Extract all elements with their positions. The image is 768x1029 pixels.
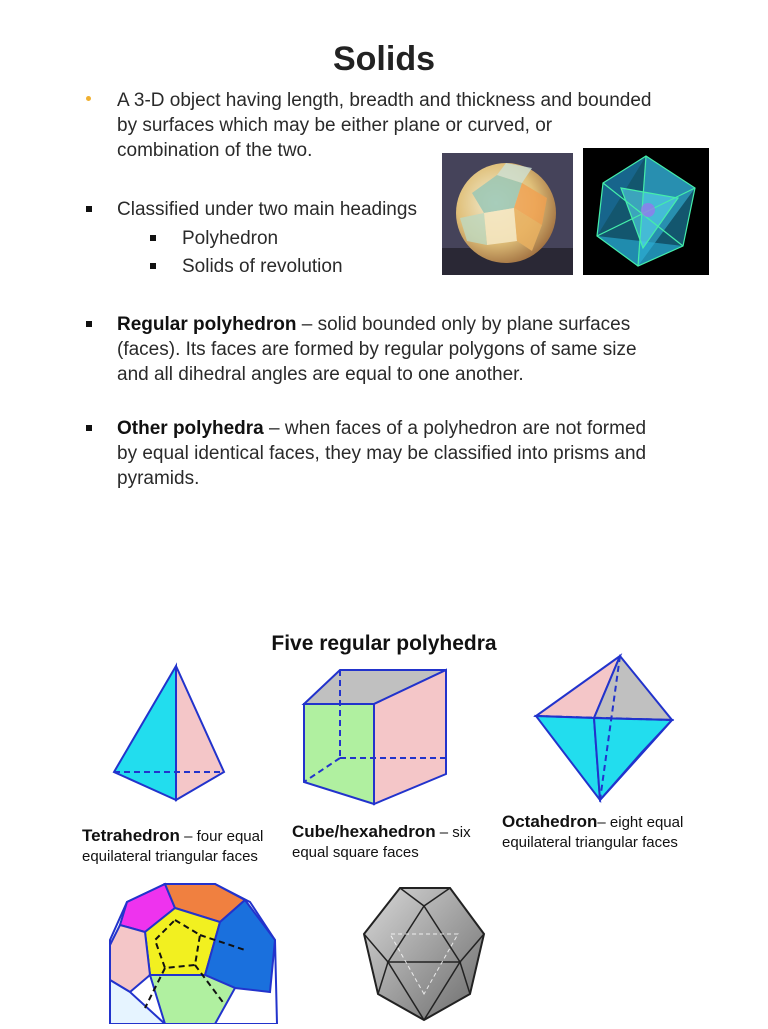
octahedron-caption-line-1 [502, 812, 732, 833]
octahedron-term: Octahedron [502, 812, 598, 831]
tetrahedron-caption [82, 826, 292, 867]
cube-term: Cube/hexahedron [292, 822, 436, 841]
tetrahedron-desc-2: equilateral triangular faces [82, 848, 258, 865]
tetrahedron-term: Tetrahedron [82, 826, 180, 845]
tetrahedron-desc-1: – four equal [179, 828, 264, 845]
bullet-3-line-2: (faces). Its faces are formed by regular polygons of same size [117, 339, 637, 360]
dodecahedron-figure [105, 880, 280, 1024]
cube-caption [292, 822, 492, 863]
sub-bullet-polyhedron: Polyhedron [182, 228, 279, 249]
bullet-marker [86, 425, 92, 431]
cube-desc-1: – six [435, 824, 471, 841]
bullet-3 [117, 312, 717, 387]
bullet-marker [86, 321, 92, 327]
bullet-3-line-1 [117, 312, 717, 337]
bullet-1-line-1: A 3-D object having length, breadth and thickness and bounded [117, 90, 652, 111]
sub-bullet-marker [150, 263, 156, 269]
cube-caption-line-1 [292, 822, 492, 843]
tetrahedron-figure [110, 662, 230, 804]
sub-bullet-solids-of-revolution: Solids of revolution [182, 256, 343, 277]
bullet-4-line-3: pyramids. [117, 468, 200, 489]
octahedron-desc-1: – eight equal [597, 814, 684, 831]
cube-desc-2: equal square faces [292, 844, 419, 861]
bullet-4-line-2: by equal identical faces, they may be classified into prisms and [117, 443, 647, 464]
tetrahedron-caption-line-1 [82, 826, 292, 847]
icosahedron-figure [360, 884, 488, 1022]
section-title: Five regular polyhedra [271, 632, 497, 655]
bullet-3-line-3: and all dihedral angles are equal to one another. [117, 364, 524, 385]
bullet-4 [117, 416, 717, 491]
term-other-polyhedra: Other polyhedra [117, 418, 264, 439]
octahedron-caption [502, 812, 732, 853]
bullet-3-line-1-text: – solid bounded only by plane surfaces [296, 314, 631, 335]
octahedron-photo [583, 148, 709, 275]
bullet-1-line-2: by surfaces which may be either plane or curved, or [117, 115, 553, 136]
bullet-4-line-1-text: – when faces of a polyhedron are not formed [263, 418, 647, 439]
bullet-2: Classified under two main headings [117, 199, 417, 220]
bullet-4-line-1 [117, 416, 717, 441]
page-title: Solids [332, 40, 436, 78]
bullet-1-line-3: combination of the two. [117, 140, 313, 161]
bullet-marker [86, 96, 91, 101]
octahedron-desc-2: equilateral triangular faces [502, 834, 678, 851]
bullet-marker [86, 206, 92, 212]
sub-bullet-marker [150, 235, 156, 241]
term-regular-polyhedron: Regular polyhedron [117, 314, 297, 335]
polyhedron-photo [442, 153, 573, 275]
cube-figure [298, 664, 453, 809]
octahedron-figure [532, 652, 677, 804]
